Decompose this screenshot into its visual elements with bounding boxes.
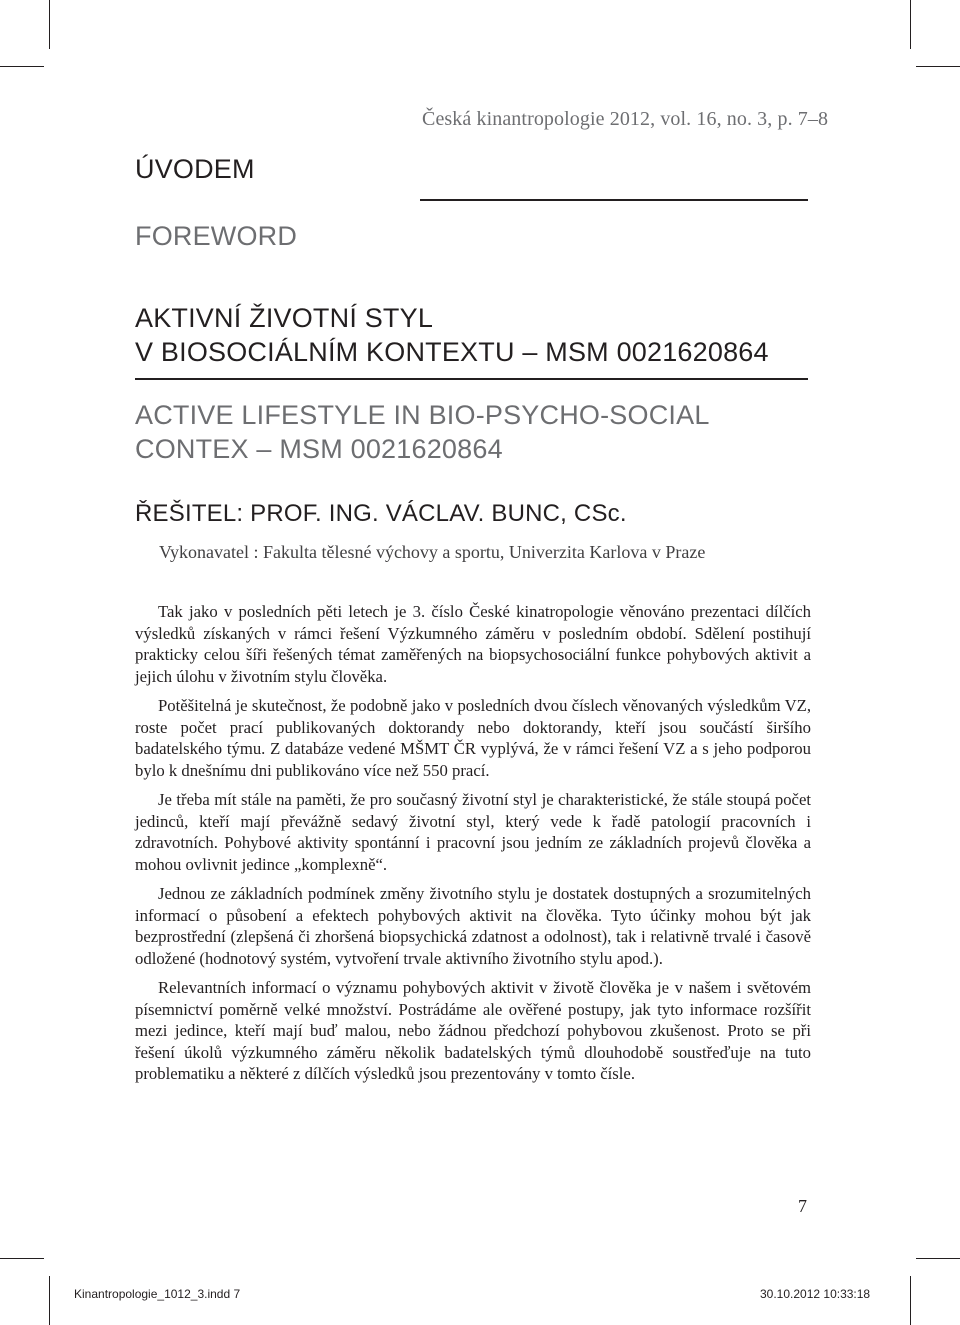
- crop-mark: [49, 0, 50, 49]
- article-body: [135, 601, 811, 1093]
- crop-mark: [910, 0, 911, 49]
- section-title-en: FOREWORD: [135, 221, 298, 251]
- paragraph: Jednou ze základních podmínek změny životního stylu je dostatek dostupných a srozumitelných informací o působení a efektech pohybových aktivit na člověka. Tyto účinky mohou být jak bezprostřední (zlepšená či zhoršená biopsychická zdatnost a odolnost), tak i relativně trvalé i časově odložené (hodnotový systém, vytvoření trvale aktivního životního stylu apod.).: [135, 884, 811, 968]
- article-title-cs-line2: V BIOSOCIÁLNÍM KONTEXTU – MSM 0021620864: [135, 337, 769, 367]
- crop-mark: [916, 1258, 960, 1259]
- footer-datetime: 30.10.2012 10:33:18: [760, 1287, 871, 1301]
- paragraph: Tak jako v posledních pěti letech je 3. číslo České kinatropologie věnováno prezentaci dílčích výsledků získaných v rámci řešení Výzkumného záměru v posledním období. Sdělení postihují prakticky celou šíři řešených témat zaměřených na biopsychosociální funkce pohybových aktivit a jejich úlohu v životním stylu člověka.: [135, 602, 811, 686]
- footer-filename: Kinantropologie_1012_3.indd 7: [74, 1287, 241, 1301]
- crop-mark: [0, 66, 44, 67]
- crop-mark: [910, 1276, 911, 1325]
- section-title-cs: ÚVODEM: [135, 154, 255, 184]
- title-divider: [135, 378, 808, 380]
- paragraph: Potěšitelná je skutečnost, že podobně jako v posledních dvou číslech věnovaných výsledkům VZ, roste počet prací publikovaných doktorandy nebo doktorandy, kteří jsou součástí širšího badatelského týmu. Z databáze vedené MŠMT ČR vyplývá, že v rámci řešení VZ a s jeho podporou bylo k dnešnímu dni publikováno více než 550 prací.: [135, 696, 811, 780]
- article-title-cs-line1: AKTIVNÍ ŽIVOTNÍ STYL: [135, 303, 434, 333]
- investigator: ŘEŠITEL: PROF. ING. VÁCLAV. BUNC, CSc.: [135, 500, 627, 527]
- journal-citation: Česká kinantropologie 2012, vol. 16, no. 3, p. 7–8: [422, 108, 829, 130]
- page-number: 7: [798, 1196, 807, 1216]
- section-divider: [420, 199, 808, 201]
- executor: Vykonavatel : Fakulta tělesné výchovy a sportu, Univerzita Karlova v Praze: [159, 542, 706, 562]
- crop-mark: [0, 1258, 44, 1259]
- crop-mark: [916, 66, 960, 67]
- paragraph: Relevantních informací o významu pohybových aktivit v životě člověka je v našem i světovém písemnictví poměrně velké množství. Postrádáme ale ověřené postupy, jak tyto informace rozšířit mezi jedince, kteří mají buď malou, nebo žádnou předchozí pohybovou zkušenost. Proto se při řešení úkolů výzkumného záměru několik badatelských týmů dlouhodobě soustřeďuje na tuto problematiku a některé z dílčích výsledků jsou prezentovány v tomto čísle.: [135, 978, 811, 1083]
- paragraph: Je třeba mít stále na paměti, že pro současný životní styl je charakteristické, že stále stoupá počet jedinců, kteří mají převážně sedavý životní styl, který vede k řadě patologií pracovních i zdravotních. Pohybové aktivity spontánní i pracovní jsou jedním ze základních projevů člověka a mohou ovlivnit jedince „komplexně“.: [135, 790, 811, 874]
- article-title-en-line2: CONTEX – MSM 0021620864: [135, 434, 503, 464]
- article-title-en-line1: ACTIVE LIFESTYLE IN BIO-PSYCHO-SOCIAL: [135, 400, 710, 430]
- crop-mark: [49, 1276, 50, 1325]
